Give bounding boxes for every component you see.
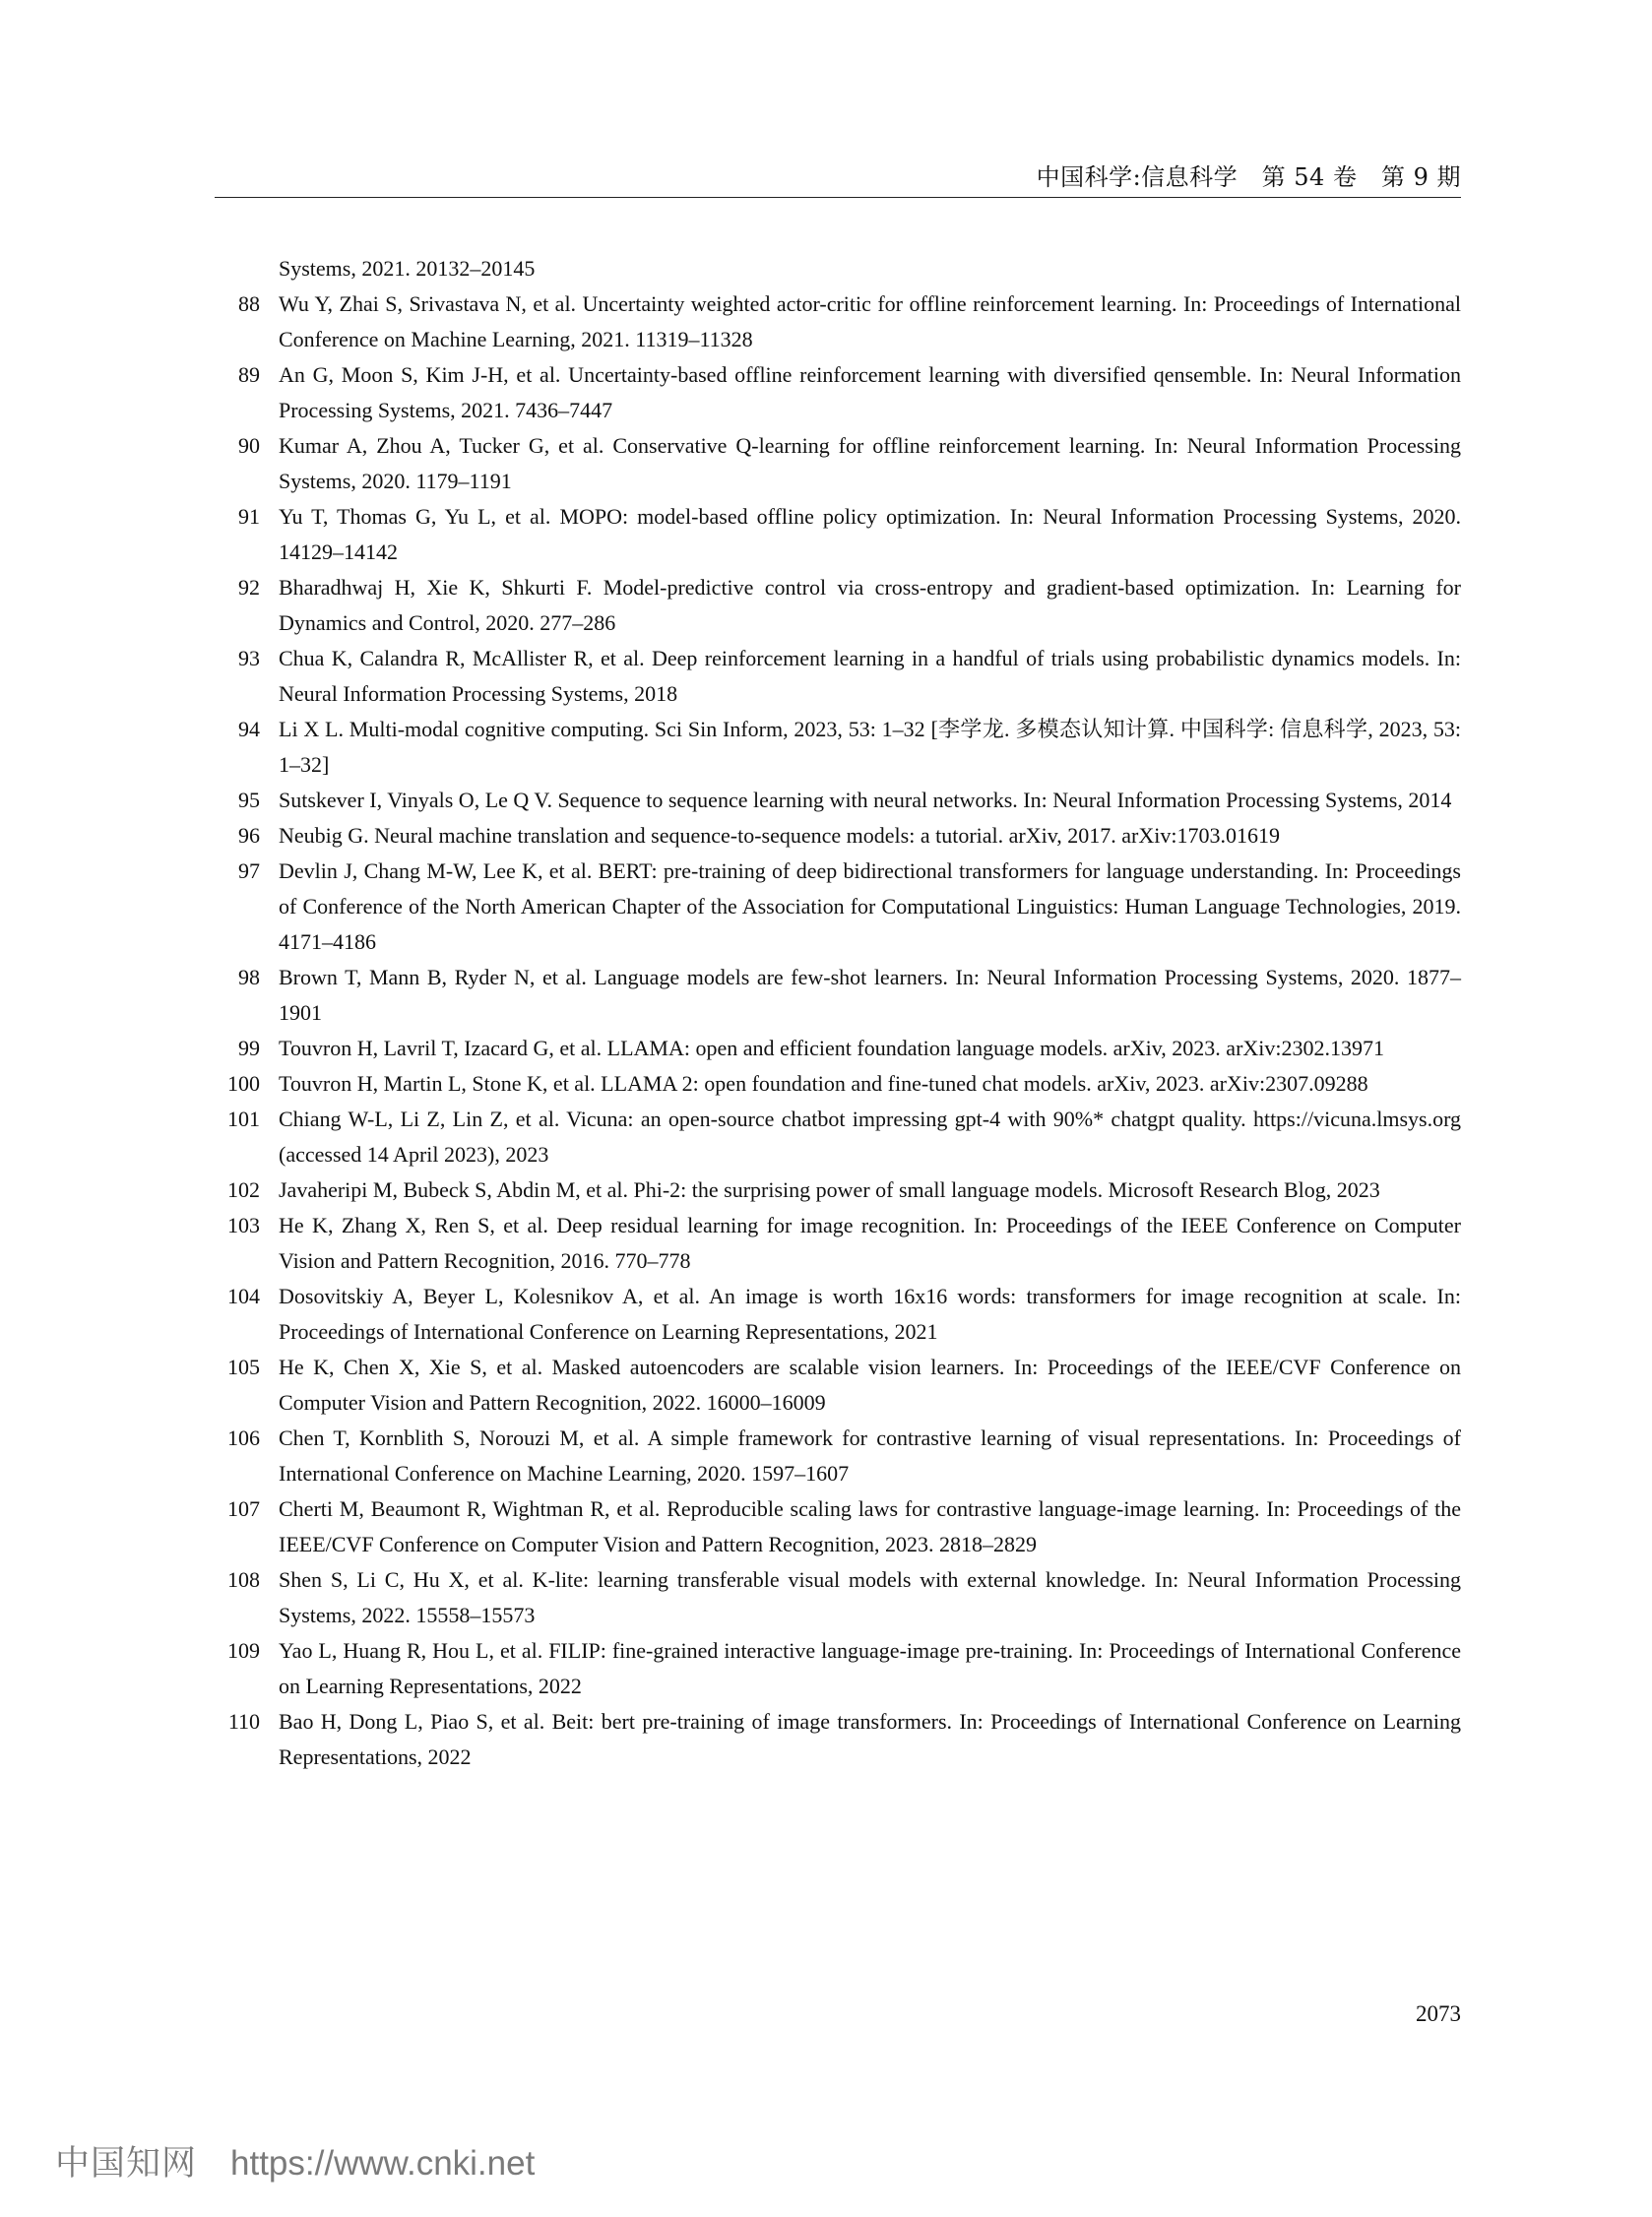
reference-entry — [215, 1491, 1461, 1562]
reference-entry — [215, 818, 1461, 854]
reference-text: Shen S, Li C, Hu X, et al. K-lite: learning transferable visual models with external knowledge. In: Neural Information Processing Systems, 2022. 15558–15573 — [279, 1567, 1461, 1627]
reference-list — [215, 251, 1461, 1775]
reference-text: Touvron H, Martin L, Stone K, et al. LLAMA 2: open foundation and fine-tuned chat models. arXiv, 2023. arXiv:2307.09288 — [279, 1071, 1368, 1096]
reference-text: Bharadhwaj H, Xie K, Shkurti F. Model-predictive control via cross-entropy and gradient-based optimization. In: Learning for Dynamics and Control, 2020. 277–286 — [279, 575, 1461, 635]
reference-number: 96 — [238, 823, 260, 848]
reference-text: He K, Zhang X, Ren S, et al. Deep residual learning for image recognition. In: Proceedings of the IEEE Conference on Computer Vision and Pattern Recognition, 2016. 770–778 — [279, 1213, 1461, 1273]
reference-text: Devlin J, Chang M-W, Lee K, et al. BERT: pre-training of deep bidirectional transformers for language understanding. In: Proceedings of Conference of the North American Chapter of the Association for Computational Linguistics: Human Language Technologies, 2019. 4171–4186 — [279, 858, 1461, 954]
reference-text: Javaheripi M, Bubeck S, Abdin M, et al. Phi-2: the surprising power of small language models. Microsoft Research Blog, 2023 — [279, 1177, 1380, 1202]
reference-text: Brown T, Mann B, Ryder N, et al. Language models are few-shot learners. In: Neural Information Processing Systems, 2020. 1877–1901 — [279, 965, 1461, 1025]
running-header — [215, 158, 1461, 198]
reference-entry — [215, 499, 1461, 570]
reference-number: 101 — [227, 1107, 260, 1131]
reference-entry — [215, 641, 1461, 712]
reference-entry — [215, 1633, 1461, 1704]
reference-items — [215, 286, 1461, 1775]
reference-number: 110 — [227, 1709, 260, 1734]
reference-number: 97 — [238, 858, 260, 883]
reference-text: Chiang W-L, Li Z, Lin Z, et al. Vicuna: an open-source chatbot impressing gpt-4 with 90%* chatgpt quality. https://vicuna.lmsys.org (accessed 14 April 2023), 2023 — [279, 1107, 1461, 1167]
reference-number: 103 — [227, 1213, 260, 1237]
reference-number: 93 — [238, 646, 260, 670]
reference-number: 90 — [238, 433, 260, 458]
reference-entry — [215, 854, 1461, 960]
reference-number: 92 — [238, 575, 260, 600]
reference-number: 91 — [238, 504, 260, 529]
reference-number: 99 — [238, 1036, 260, 1060]
reference-number: 109 — [227, 1638, 260, 1663]
reference-text: Dosovitskiy A, Beyer L, Kolesnikov A, et al. An image is worth 16x16 words: transformers for image recognition at scale. In: Proceedings of International Conference on Learning Representations, 2021 — [279, 1284, 1461, 1344]
reference-text: Chua K, Calandra R, McAllister R, et al. Deep reinforcement learning in a handful of trials using probabilistic dynamics models. In: Neural Information Processing Systems, 2018 — [279, 646, 1461, 706]
reference-entry — [215, 428, 1461, 499]
reference-number: 95 — [238, 788, 260, 812]
reference-text: Wu Y, Zhai S, Srivastava N, et al. Uncertainty weighted actor-critic for offline reinforcement learning. In: Proceedings of International Conference on Machine Learning, 2021. 11319–11328 — [279, 291, 1461, 351]
reference-text: He K, Chen X, Xie S, et al. Masked autoencoders are scalable vision learners. In: Proceedings of the IEEE/CVF Conference on Computer Vision and Pattern Recognition, 2022. 16000–16009 — [279, 1355, 1461, 1415]
reference-entry — [215, 1031, 1461, 1066]
reference-text: Yao L, Huang R, Hou L, et al. FILIP: fine-grained interactive language-image pre-training. In: Proceedings of International Conference on Learning Representations, 2022 — [279, 1638, 1461, 1698]
reference-number: 89 — [238, 362, 260, 387]
reference-number: 98 — [238, 965, 260, 989]
reference-entry — [215, 1102, 1461, 1172]
reference-text: An G, Moon S, Kim J-H, et al. Uncertainty-based offline reinforcement learning with diversified qensemble. In: Neural Information Processing Systems, 2021. 7436–7447 — [279, 362, 1461, 422]
reference-text: Neubig G. Neural machine translation and sequence-to-sequence models: a tutorial. arXiv, 2017. arXiv:1703.01619 — [279, 823, 1280, 848]
reference-entry — [215, 1421, 1461, 1491]
reference-text: Bao H, Dong L, Piao S, et al. Beit: bert pre-training of image transformers. In: Proceedings of International Conference on Learning Representations, 2022 — [279, 1709, 1461, 1769]
reference-text: Touvron H, Lavril T, Izacard G, et al. LLAMA: open and efficient foundation language models. arXiv, 2023. arXiv:2302.13971 — [279, 1036, 1385, 1060]
watermark-url[interactable]: https://www.cnki.net — [230, 2144, 536, 2183]
reference-entry — [215, 1066, 1461, 1102]
page-number: 2073 — [1416, 2001, 1461, 2026]
reference-entry — [215, 357, 1461, 428]
reference-text: Yu T, Thomas G, Yu L, et al. MOPO: model-based offline policy optimization. In: Neural Information Processing Systems, 2020. 14129–14142 — [279, 504, 1461, 564]
reference-number: 106 — [227, 1425, 260, 1450]
reference-entry — [215, 1208, 1461, 1279]
reference-text: Kumar A, Zhou A, Tucker G, et al. Conservative Q-learning for offline reinforcement learning. In: Neural Information Processing Systems, 2020. 1179–1191 — [279, 433, 1461, 493]
reference-entry — [215, 960, 1461, 1031]
reference-text: Sutskever I, Vinyals O, Le Q V. Sequence to sequence learning with neural networks. In: Neural Information Processing Systems, 2014 — [279, 788, 1452, 812]
reference-entry — [215, 286, 1461, 357]
reference-number: 105 — [227, 1355, 260, 1379]
reference-text: Li X L. Multi-modal cognitive computing. Sci Sin Inform, 2023, 53: 1–32 [李学龙. 多模态认知计算. 中国科学: 信息科学, 2023, 53: 1–32] — [279, 717, 1461, 777]
reference-entry — [215, 712, 1461, 783]
reference-number: 100 — [227, 1071, 260, 1096]
reference-entry — [215, 1172, 1461, 1208]
reference-text: Cherti M, Beaumont R, Wightman R, et al. Reproducible scaling laws for contrastive language-image learning. In: Proceedings of the IEEE/CVF Conference on Computer Vision and Pattern Recognition, 2023. 2818–2829 — [279, 1496, 1461, 1556]
reference-number: 88 — [238, 291, 260, 316]
reference-entry — [215, 1562, 1461, 1633]
reference-number: 94 — [238, 717, 260, 741]
reference-continuation: Systems, 2021. 20132–20145 — [279, 256, 536, 281]
reference-number: 108 — [227, 1567, 260, 1592]
reference-entry — [215, 1350, 1461, 1421]
reference-entry — [215, 1704, 1461, 1775]
reference-entry — [215, 1279, 1461, 1350]
watermark-cn-text: 中国知网 — [55, 2144, 198, 2184]
reference-text: Chen T, Kornblith S, Norouzi M, et al. A simple framework for contrastive learning of visual representations. In: Proceedings of International Conference on Machine Learning, 2020. 1597–1607 — [279, 1425, 1461, 1486]
reference-entry — [215, 783, 1461, 818]
reference-entry — [215, 570, 1461, 641]
reference-number: 107 — [227, 1496, 260, 1521]
reference-number: 104 — [227, 1284, 260, 1308]
reference-number: 102 — [227, 1177, 260, 1202]
cnki-watermark — [55, 2136, 535, 2185]
journal-header-text: 中国科学:信息科学 第 54 卷 第 9 期 — [1036, 163, 1461, 191]
